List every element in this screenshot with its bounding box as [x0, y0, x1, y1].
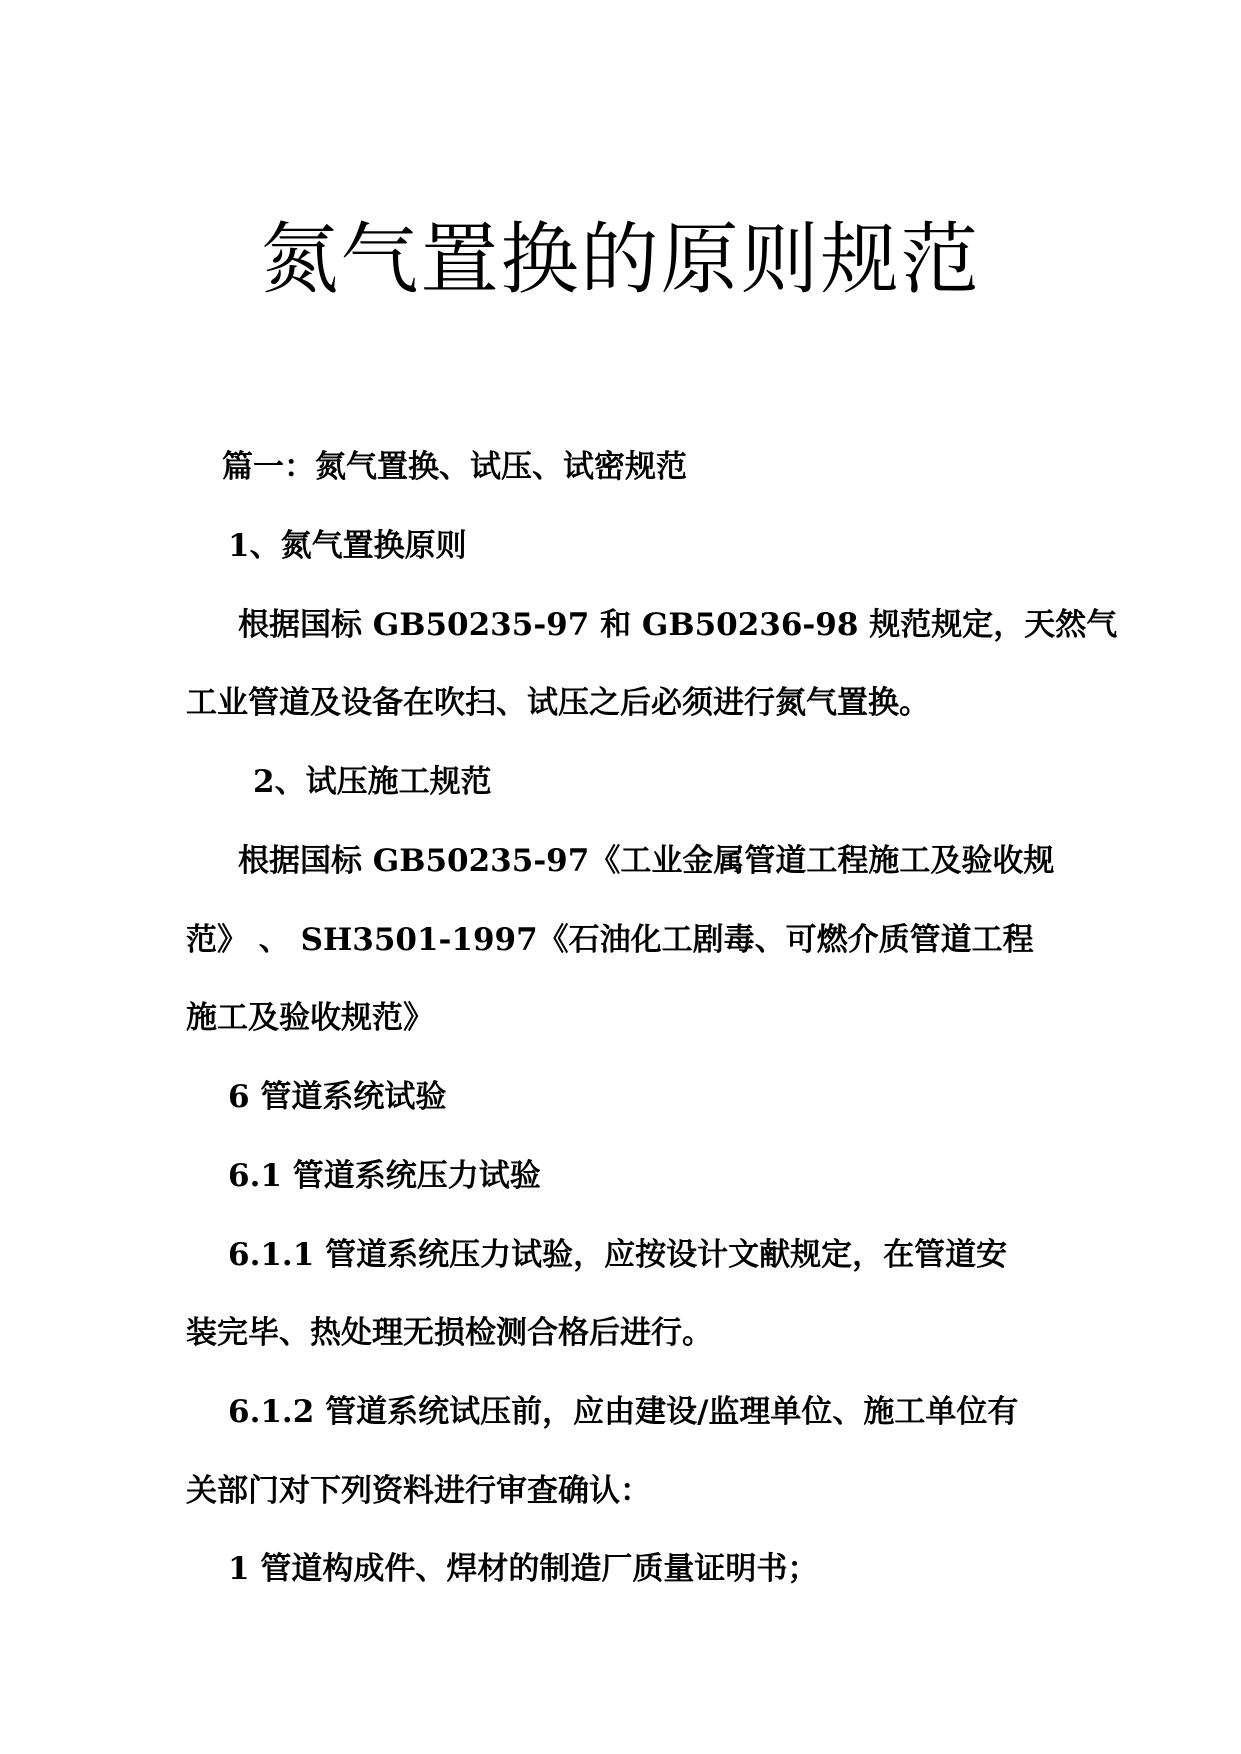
- section-heading-pressure-test: 2、试压施工规范: [253, 764, 492, 800]
- section-heading-nitrogen-principle: 1、氮气置换原则: [228, 528, 467, 564]
- paragraph-line: 根据国标 GB50235-97 和 GB50236-98 规范规定，天然气: [238, 607, 1118, 643]
- section-heading-6: 6 管道系统试验: [228, 1079, 447, 1115]
- paragraph-line: 根据国标 GB50235-97《工业金属管道工程施工及验收规: [238, 843, 1055, 879]
- paragraph-line: 范》 、 SH3501-1997《石油化工剧毒、可燃介质管道工程: [186, 922, 1034, 958]
- section-heading-part-one: 篇一：氮气置换、试压、试密规范: [222, 449, 687, 485]
- clause-6-1-2: 6.1.2 管道系统试压前，应由建设/监理单位、施工单位有: [228, 1394, 1019, 1430]
- paragraph-line: 工业管道及设备在吹扫、试压之后必须进行氮气置换。: [186, 685, 930, 721]
- document-title: 氮气置换的原则规范: [260, 215, 981, 305]
- paragraph-line: 装完毕、热处理无损检测合格后进行。: [186, 1315, 713, 1351]
- clause-6-1-1: 6.1.1 管道系统压力试验，应按设计文献规定，在管道安: [228, 1237, 1008, 1273]
- paragraph-line: 关部门对下列资料进行审查确认：: [186, 1473, 651, 1509]
- paragraph-line: 施工及验收规范》: [186, 1000, 434, 1036]
- section-heading-6-1: 6.1 管道系统压力试验: [228, 1158, 541, 1194]
- list-item-1: 1 管道构成件、焊材的制造厂质量证明书；: [228, 1551, 819, 1587]
